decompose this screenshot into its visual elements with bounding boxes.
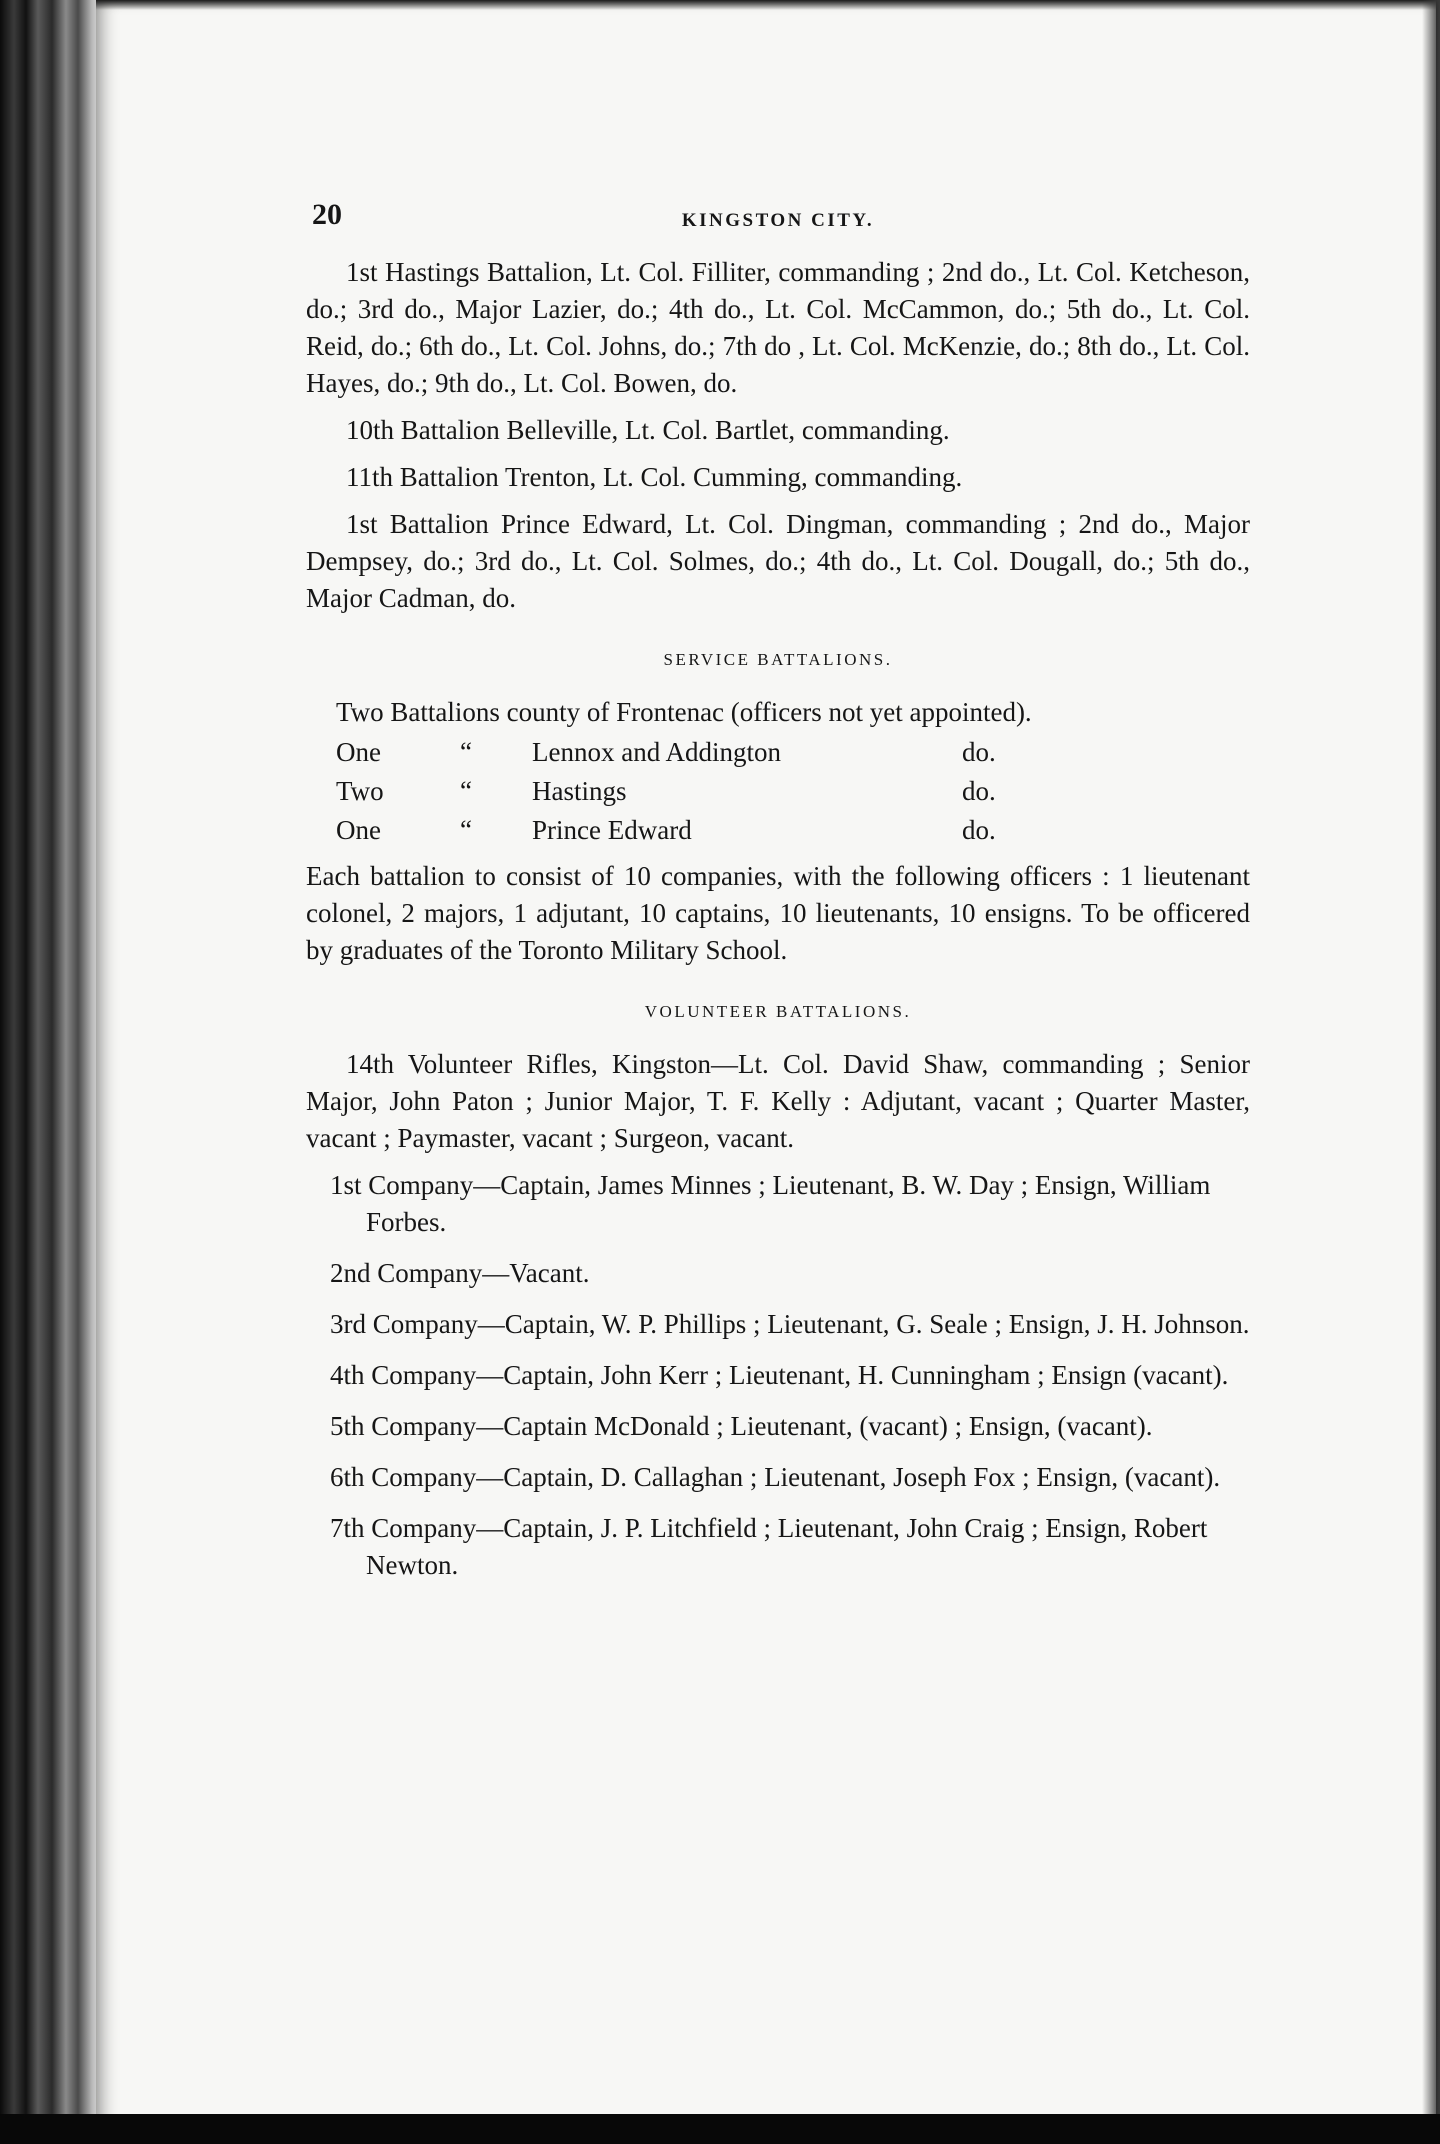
service-row-place: Lennox and Addington (532, 737, 781, 767)
service-battalions-intro: Two Battalions county of Frontenac (officers not yet appointed). (336, 697, 1032, 727)
company-entry: 2nd Company—Vacant. (330, 1258, 590, 1288)
service-row-place: Prince Edward (532, 815, 692, 845)
company-entry: 6th Company—Captain, D. Callaghan ; Lieutenant, Joseph Fox ; Ensign, (vacant). (330, 1462, 1221, 1492)
volunteer-battalions-heading: VOLUNTEER BATTALIONS. (644, 1002, 912, 1021)
running-head: KINGSTON CITY. (681, 210, 875, 231)
service-row-do: do. (962, 815, 996, 845)
service-battalions-heading: SERVICE BATTALIONS. (663, 650, 893, 669)
volunteer-rifles-paragraph: 14th Volunteer Rifles, Kingston—Lt. Col. David Shaw, commanding ; Senior Major, John Paton ; Junior Major, T. F. Kelly : Adjutant, vacant ; Quarter Master, vacant ; Paymaster, vacant ; Surgeon, vacant. (306, 1049, 1250, 1153)
company-entry: 5th Company—Captain McDonald ; Lieutenant, (vacant) ; Ensign, (vacant). (330, 1411, 1153, 1441)
service-row-count: One (336, 737, 381, 767)
service-row (306, 811, 1250, 850)
page-top-edge (96, 0, 1440, 10)
service-row-do: do. (962, 776, 996, 806)
hastings-battalions-paragraph: 1st Hastings Battalion, Lt. Col. Filliter, commanding ; 2nd do., Lt. Col. Ketcheson, do.; 3rd do., Major Lazier, do.; 4th do., Lt. Col. McCammon, do.; 5th do., Lt. Col. Reid, do.; 6th do., Lt. Col. Johns, do.; 7th do , Lt. Col. McKenzie, do.; 8th do., Lt. Col. Hayes, do.; 9th do., Lt. Col. Bowen, do. (306, 257, 1250, 398)
service-row-ditto-mark: “ (460, 776, 472, 806)
page-bottom-edge (0, 2114, 1440, 2144)
service-row (306, 772, 1250, 811)
company-entry: 4th Company—Captain, John Kerr ; Lieutenant, H. Cunningham ; Ensign (vacant). (330, 1360, 1229, 1390)
service-row (306, 733, 1250, 772)
page-number: 20 (312, 198, 342, 231)
trenton-battalion-paragraph: 11th Battalion Trenton, Lt. Col. Cumming, commanding. (346, 462, 963, 492)
page-header (306, 196, 1250, 242)
book-spine-shadow (0, 0, 100, 2144)
page-right-edge (1422, 0, 1440, 2144)
company-entry: 7th Company—Captain, J. P. Litchfield ; Lieutenant, John Craig ; Ensign, Robert Newton. (330, 1513, 1208, 1580)
service-row-place: Hastings (532, 776, 627, 806)
service-row-ditto-mark: “ (460, 815, 472, 845)
company-entry: 3rd Company—Captain, W. P. Phillips ; Lieutenant, G. Seale ; Ensign, J. H. Johnson. (330, 1309, 1250, 1339)
service-row-do: do. (962, 737, 996, 767)
company-entry: 1st Company—Captain, James Minnes ; Lieutenant, B. W. Day ; Ensign, William Forbes. (330, 1170, 1211, 1237)
belleville-battalion-paragraph: 10th Battalion Belleville, Lt. Col. Bartlet, commanding. (346, 415, 950, 445)
service-row-count: One (336, 815, 381, 845)
page-content (306, 196, 1250, 1598)
service-row-count: Two (336, 776, 384, 806)
service-battalions-note: Each battalion to consist of 10 companies, with the following officers : 1 lieutenant colonel, 2 majors, 1 adjutant, 10 captains, 10 lieutenants, 10 ensigns. To be officered by graduates of the Toronto Military School. (306, 861, 1250, 965)
service-row-ditto-mark: “ (460, 737, 472, 767)
prince-edward-battalions-paragraph: 1st Battalion Prince Edward, Lt. Col. Dingman, commanding ; 2nd do., Major Dempsey, do.; 3rd do., Lt. Col. Solmes, do.; 4th do., Lt. Col. Dougall, do.; 5th do., Major Cadman, do. (306, 509, 1250, 613)
